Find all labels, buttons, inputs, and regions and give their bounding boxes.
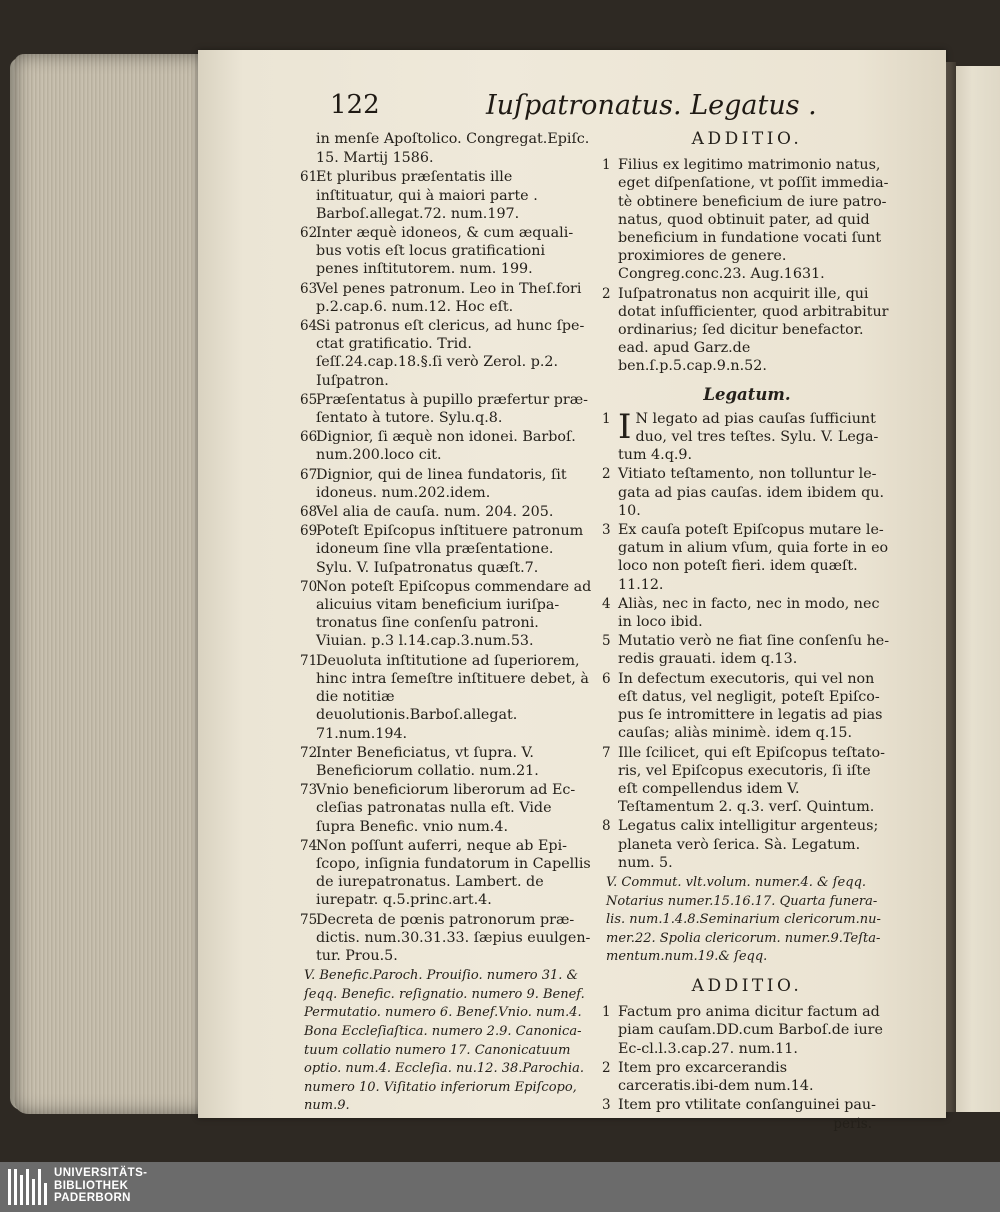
library-name <box>54 1167 147 1205</box>
entry-text: Inter æquè idoneos, & cum æquali-bus votis eſt locus gratificationi penes inſtitutorem. num. 199. <box>316 225 574 278</box>
entry-number: 1 <box>602 157 611 174</box>
entry-text: Mutatio verò ne fiat ſine conſenſu he-redis grauati. idem q.13. <box>618 633 890 668</box>
entry-text: Vel penes patronum. Leo in Theſ.fori p.2.cap.6. num.12. Hoc eſt. <box>316 280 582 315</box>
entry-text: Item pro excarcerandis carceratis.ibi-dem num.14. <box>618 1059 814 1094</box>
logo-stripe <box>8 1169 11 1205</box>
left-column <box>300 130 592 1116</box>
entry <box>602 817 892 872</box>
entry <box>602 156 892 283</box>
entry-number: 8 <box>602 818 611 835</box>
entry-text: Et pluribus præſentatis ille inſtituatur, qui à maiori parte . Barboſ.allegat.72. num.197. <box>316 169 538 222</box>
entry-text: In defectum executoris, qui vel non eſt datus, vel negligit, poteſt Epiſco-pus ſe intromittere in legatis ad pias cauſas; aliàs minimè. idem q.15. <box>618 670 883 742</box>
entry-number: 2 <box>602 1059 611 1076</box>
entry-number: 1 <box>602 1004 611 1021</box>
entry-text: Vitiato teſtamento, non tolluntur le-gata ad pias cauſas. idem ibidem qu. 10. <box>618 466 885 519</box>
section-heading-additio: ADDITIO. <box>691 129 803 149</box>
entry <box>602 1096 892 1114</box>
entry <box>602 1003 892 1058</box>
entry-number: 66 <box>300 429 318 446</box>
entry-text: Legatus calix intelligitur argenteus; planeta verò ſerica. Sà. Legatum. num. 5. <box>618 818 879 871</box>
drop-cap: I <box>618 406 632 447</box>
logo-stripe <box>26 1169 29 1205</box>
entry <box>602 521 892 594</box>
entry-number: 5 <box>602 633 611 650</box>
entry-number: 69 <box>300 523 318 540</box>
entry <box>300 578 592 651</box>
logo-stripe <box>14 1169 17 1205</box>
entry-text: Præſentatus à pupillo præfertur præ-ſentato à tutore. Sylu.q.8. <box>316 391 589 427</box>
entry <box>602 465 892 520</box>
entry-text: Iuſpatronatus non acquirit ille, qui dotat inſufficienter, quod arbitrabitur ordinarius; ſed dicitur benefactor. ead. apud Garz.de ben.ſ.p.5.cap.9.n.52. <box>618 285 889 375</box>
entry-text: Dignior, ſi æquè non idonei. Barboſ. num.200.loco cit. <box>316 429 576 464</box>
entry <box>300 837 592 910</box>
entry <box>602 406 892 465</box>
entry-number: 71 <box>300 652 318 669</box>
entry-number: 7 <box>602 744 611 761</box>
entry-text: Vnio beneficiorum liberorum ad Ec-cleſias patronatas nulla eſt. Vide ſupra Benefic. vnio num.4. <box>316 782 576 835</box>
entry-number: 1 <box>602 410 611 427</box>
book-page-edges <box>14 54 210 1114</box>
entry-number: 62 <box>300 225 318 242</box>
page-number: 122 <box>330 90 380 120</box>
entry <box>300 522 592 577</box>
section-heading-additio: ADDITIO. <box>691 975 803 996</box>
entry <box>300 781 592 836</box>
section-heading-legatum: Legatum. <box>703 384 791 404</box>
entry <box>602 632 892 668</box>
continuation-line: 15. Martij 1586. <box>316 150 434 167</box>
entry-text: Si patronus eſt clericus, ad hunc ſpe-ctat gratificatio. Trid. ſeſſ.24.cap.18.§.ſi verò Zerol. p.2. Iuſpatron. <box>316 318 585 389</box>
entry-text: Aliàs, nec in facto, nec in modo, nec in loco ibid. <box>618 595 880 631</box>
library-logo-icon <box>8 1169 48 1205</box>
entry-number: 72 <box>300 744 318 761</box>
entry-text: Non poteſt Epiſcopus commendare ad alicuius vitam beneficium iuriſpa-tronatus ſine conſenſu patroni. Viuian. p.3 l.14.cap.3.num.53. <box>316 578 592 650</box>
running-head <box>330 90 890 126</box>
entry-text: N legato ad pias cauſas ſufficiunt duo, vel tres teſtes. Sylu. V. Lega-tum 4.q.9. <box>618 410 879 464</box>
cross-reference: V. Benefic.Paroch. Prouiſio. numero 31. & ſeqq. Benefic. reſignatio. numero 9. Benef. Permutatio. numero 6. Benef.Vnio. num.4. Bona Eccleſiaſtica. numero 2.9. Canonica-tuum collatio numero 17. Canonicatuum optio. num.4. Eccleſia. nu.12. 38.Parochia. numero 10. Viſitatio inferiorum Epiſcopo, num.9. <box>304 968 585 1114</box>
entry-text: Filius ex legitimo matrimonio natus, eget diſpenſatione, vt poſſit immedia-tè obtinere beneficium de iure patro-natus, quod obtinuit pater, ad quid beneficium in fundatione vocati ſunt proximiores de genere. Congreg.conc.23. Aug.1631. <box>618 157 889 283</box>
entry <box>300 466 592 502</box>
entry <box>300 652 592 743</box>
entry-text: Decreta de pœnis patronorum præ-dictis. num.30.31.33. ſæpius euulgen-tur. Prou.5. <box>316 911 591 964</box>
running-title: Iuſpatronatus. Legatus . <box>486 90 817 121</box>
library-name-line: BIBLIOTHEK <box>54 1179 129 1192</box>
entry-number: 65 <box>300 391 318 408</box>
entry <box>602 595 892 631</box>
logo-stripe <box>44 1183 47 1205</box>
entry-number: 68 <box>300 504 318 521</box>
entry <box>602 1059 892 1095</box>
logo-stripe <box>32 1179 35 1205</box>
entry-number: 6 <box>602 670 611 687</box>
entry <box>300 280 592 316</box>
entry-text: Poteſt Epiſcopus inſtituere patronum idoneum ſine vlla præſentatione. Sylu. V. Iuſpatronatus quæſt.7. <box>316 523 584 576</box>
entry-text: Deuoluta inſtitutione ad ſuperiorem, hinc intra ſemeſtre inſtituere debet, à die notitiæ deuolutionis.Barboſ.allegat. 71.num.194. <box>316 652 589 742</box>
entry <box>300 503 592 521</box>
right-column <box>602 130 892 1134</box>
entry-text: Inter Beneficiatus, vt ſupra. V. Beneficiorum collatio. num.21. <box>316 744 539 779</box>
entry-number: 2 <box>602 285 611 302</box>
entry-number: 75 <box>300 911 318 928</box>
entry-number: 70 <box>300 578 318 595</box>
entry-text: Factum pro anima dicitur factum ad piam cauſam.DD.cum Barboſ.de iure Ec-cl.l.3.cap.27. num.11. <box>618 1004 883 1057</box>
entry-text: Ille ſcilicet, qui eſt Epiſcopus teſtato-ris, vel Epiſcopus executoris, ſi iſte eſt compellendus idem V. Teſtamentum 2. q.3. verſ. Quintum. <box>618 744 885 816</box>
entry-text: Non poſſunt auferri, neque ab Epi-ſcopo, inſignia fundatorum in Capellis de iurepatronatus. Lambert. de iurepatr. q.5.princ.art.4. <box>316 837 591 909</box>
entry-number: 64 <box>300 318 318 335</box>
library-name-line: UNIVERSITÄTS- <box>54 1167 148 1179</box>
entry <box>602 670 892 743</box>
entry <box>300 317 592 390</box>
entry <box>300 391 592 427</box>
entry-number: 3 <box>602 1097 611 1114</box>
entry-number: 63 <box>300 280 318 297</box>
entry <box>602 285 892 376</box>
catchword: peris. <box>833 1116 872 1133</box>
entry-number: 61 <box>300 169 318 186</box>
library-footer <box>0 1162 1000 1212</box>
entry-number: 74 <box>300 837 318 854</box>
logo-stripe <box>20 1175 23 1205</box>
entry-text: Dignior, qui de linea fundatoris, ſit idoneus. num.202.idem. <box>316 466 567 501</box>
entry <box>602 744 892 817</box>
entry-number: 4 <box>602 595 611 612</box>
entry <box>300 911 592 966</box>
entry <box>300 168 592 223</box>
entry-text: Vel alia de cauſa. num. 204. 205. <box>316 504 554 521</box>
entry-text: Item pro vtilitate conſanguinei pau- <box>618 1097 876 1114</box>
entry <box>300 428 592 464</box>
entry-text-with-initial <box>618 406 892 465</box>
entry-number: 2 <box>602 466 611 483</box>
continuation-line: in menſe Apoſtolico. Congregat.Epiſc. <box>316 131 590 147</box>
entry-number: 67 <box>300 466 318 483</box>
logo-stripe <box>38 1169 41 1205</box>
entry-number: 3 <box>602 522 611 539</box>
entry-number: 73 <box>300 782 318 799</box>
entry <box>300 224 592 279</box>
entry <box>300 744 592 780</box>
library-name-line: PADERBORN <box>54 1192 131 1205</box>
entry-text: Ex cauſa poteſt Epiſcopus mutare le-gatum in alium vſum, quia forte in eo loco non poteſt fieri. idem quæſt. 11.12. <box>618 522 889 593</box>
cross-reference: V. Commut. vlt.volum. numer.4. & ſeqq. Notarius numer.15.16.17. Quarta funera-lis. num.1.4.8.Seminarium clericorum.nu-mer.22. Spolia clericorum. numer.9.Teſta-mentum.num.19.& ſeqq. <box>606 874 881 965</box>
